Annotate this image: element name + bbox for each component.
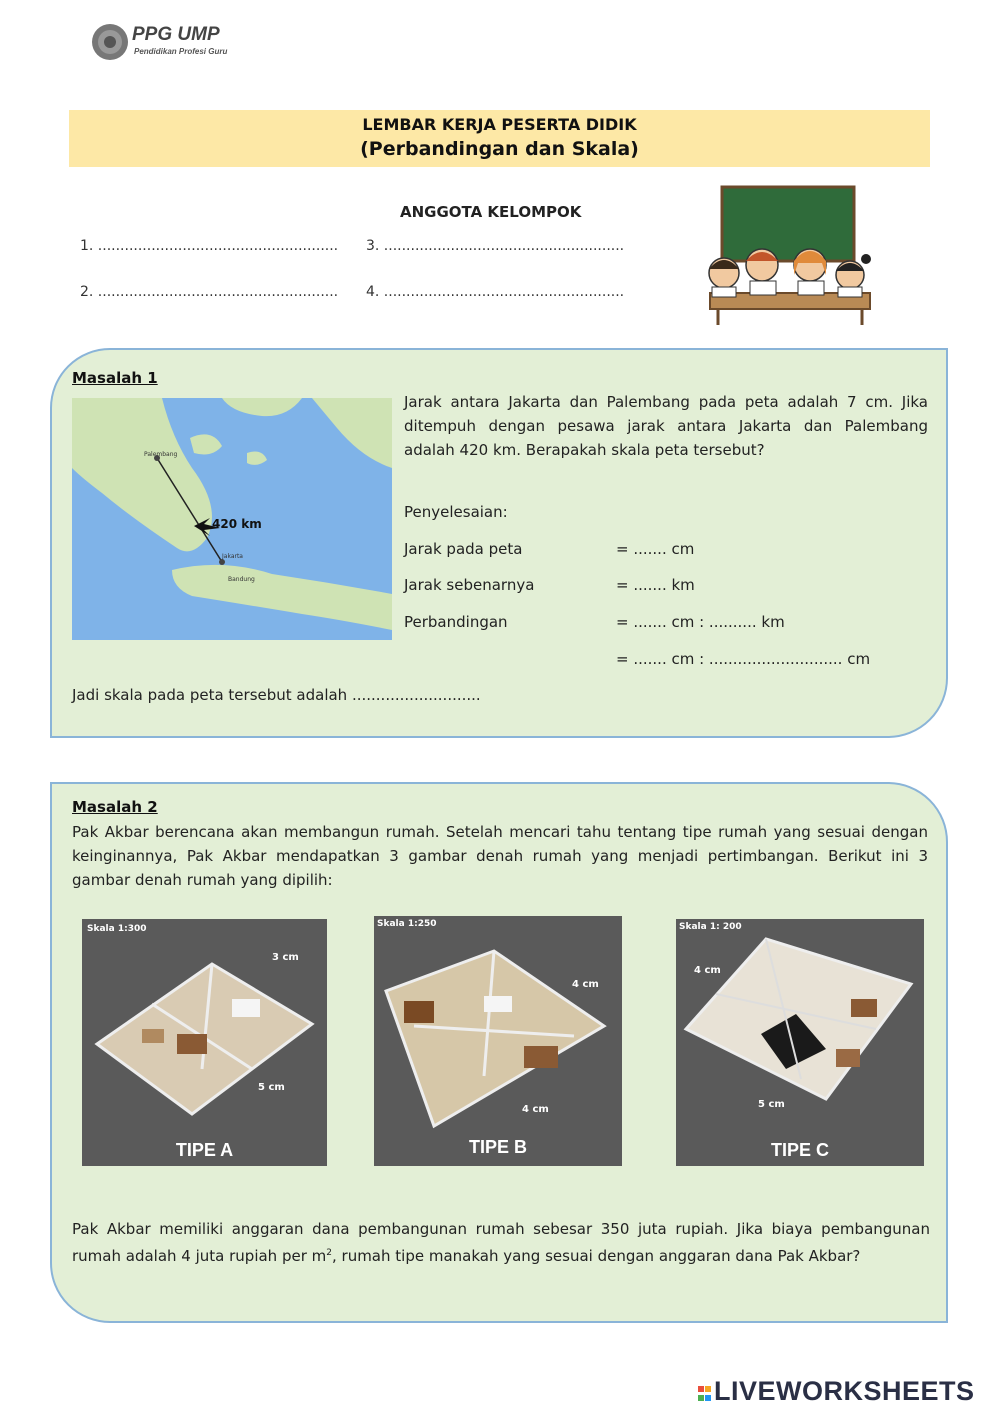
title-line1: LEMBAR KERJA PESERTA DIDIK xyxy=(362,115,637,134)
house-image-tipe-b xyxy=(374,916,622,1166)
liveworksheets-brand: LIVEWORKSHEETS xyxy=(714,1376,975,1406)
house-image-tipe-a xyxy=(82,919,327,1166)
house-b-type: TIPE B xyxy=(468,1137,527,1157)
house-b-dim2: 4 cm xyxy=(522,1104,549,1115)
member-field-1[interactable]: 1. ...................................................... xyxy=(80,238,339,254)
member-field-3[interactable]: 3. ...................................................... xyxy=(366,238,625,254)
row-value-ratio[interactable]: = ....... cm : .......... km xyxy=(616,613,785,631)
map-distance-label: 420 km xyxy=(212,517,262,531)
house-b-dim1: 4 cm xyxy=(572,979,599,990)
solution-label: Penyelesaian: xyxy=(404,503,508,521)
house-b-scale: Skala 1:250 xyxy=(377,919,437,929)
liveworksheets-logo xyxy=(698,1376,975,1407)
map-city-bandung: Bandung xyxy=(228,576,255,583)
sumatra-java-map xyxy=(72,398,392,640)
masalah2-heading: Masalah 2 xyxy=(72,798,158,816)
masalah1-question: Jarak antara Jakarta dan Palembang pada peta adalah 7 cm. Jika ditempuh dengan pesawa jarak antara Jakarta dan Palembang adalah 420 km. Berapakah skala peta tersebut? xyxy=(404,393,928,459)
question-text-part2: , rumah tipe manakah yang sesuai dengan anggaran dana Pak Akbar? xyxy=(331,1247,861,1265)
liveworksheets-icon xyxy=(698,1384,714,1402)
question-text-part1: Pak Akbar memiliki anggaran dana pembangunan rumah sebesar 350 juta rupiah. Jika biaya pembangunan rumah adalah 4 juta rupiah per m xyxy=(72,1220,930,1265)
logo-subtitle: Pendidikan Profesi Guru xyxy=(134,47,228,56)
masalah2-panel xyxy=(50,782,948,1323)
row-value-ratio-cm[interactable]: = ....... cm : ............................ cm xyxy=(616,650,871,668)
question-superscript: 2 xyxy=(326,1248,332,1258)
house-c-scale: Skala 1: 200 xyxy=(679,922,742,932)
house-c-type: TIPE C xyxy=(770,1140,829,1160)
group-title: ANGGOTA KELOMPOK xyxy=(400,203,582,221)
masalah1-heading: Masalah 1 xyxy=(72,369,158,387)
ppg-ump-logo xyxy=(90,22,250,62)
logo-title: PPG UMP xyxy=(132,24,220,45)
row-label-real-distance: Jarak sebenarnya xyxy=(404,576,535,594)
house-image-tipe-c xyxy=(676,919,924,1166)
house-a-dim1: 3 cm xyxy=(272,952,299,963)
title-line2: (Perbandingan dan Skala) xyxy=(360,138,639,160)
house-a-scale: Skala 1:300 xyxy=(87,924,147,934)
masalah1-conclusion[interactable]: Jadi skala pada peta tersebut adalah ........................... xyxy=(72,686,481,704)
map-city-palembang: Palembang xyxy=(144,451,178,458)
member-field-2[interactable]: 2. ...................................................... xyxy=(80,284,339,300)
row-value-map-distance[interactable]: = ....... cm xyxy=(616,540,695,558)
house-a-type: TIPE A xyxy=(175,1140,234,1160)
row-label-map-distance: Jarak pada peta xyxy=(404,540,523,558)
member-field-4[interactable]: 4. ...................................................... xyxy=(366,284,625,300)
house-a-dim2: 5 cm xyxy=(258,1082,285,1093)
emblem-icon xyxy=(90,22,130,62)
title-banner xyxy=(69,110,930,167)
masalah1-panel xyxy=(50,348,948,738)
masalah2-intro: Pak Akbar berencana akan membangun rumah. Setelah mencari tahu tentang tipe rumah yang sesuai dengan keinginannya, Pak Akbar mendapatkan 3 gambar denah rumah yang menjadi pertimbangan. Berikut ini 3 gambar denah rumah yang dipilih: xyxy=(72,823,928,889)
row-value-real-distance[interactable]: = ....... km xyxy=(616,576,695,594)
house-c-dim1: 4 cm xyxy=(694,965,721,976)
map-city-jakarta: Jakarta xyxy=(222,553,243,560)
masalah2-question xyxy=(72,1217,930,1268)
students-illustration xyxy=(700,185,880,327)
house-c-dim2: 5 cm xyxy=(758,1099,785,1110)
row-label-ratio: Perbandingan xyxy=(404,613,508,631)
